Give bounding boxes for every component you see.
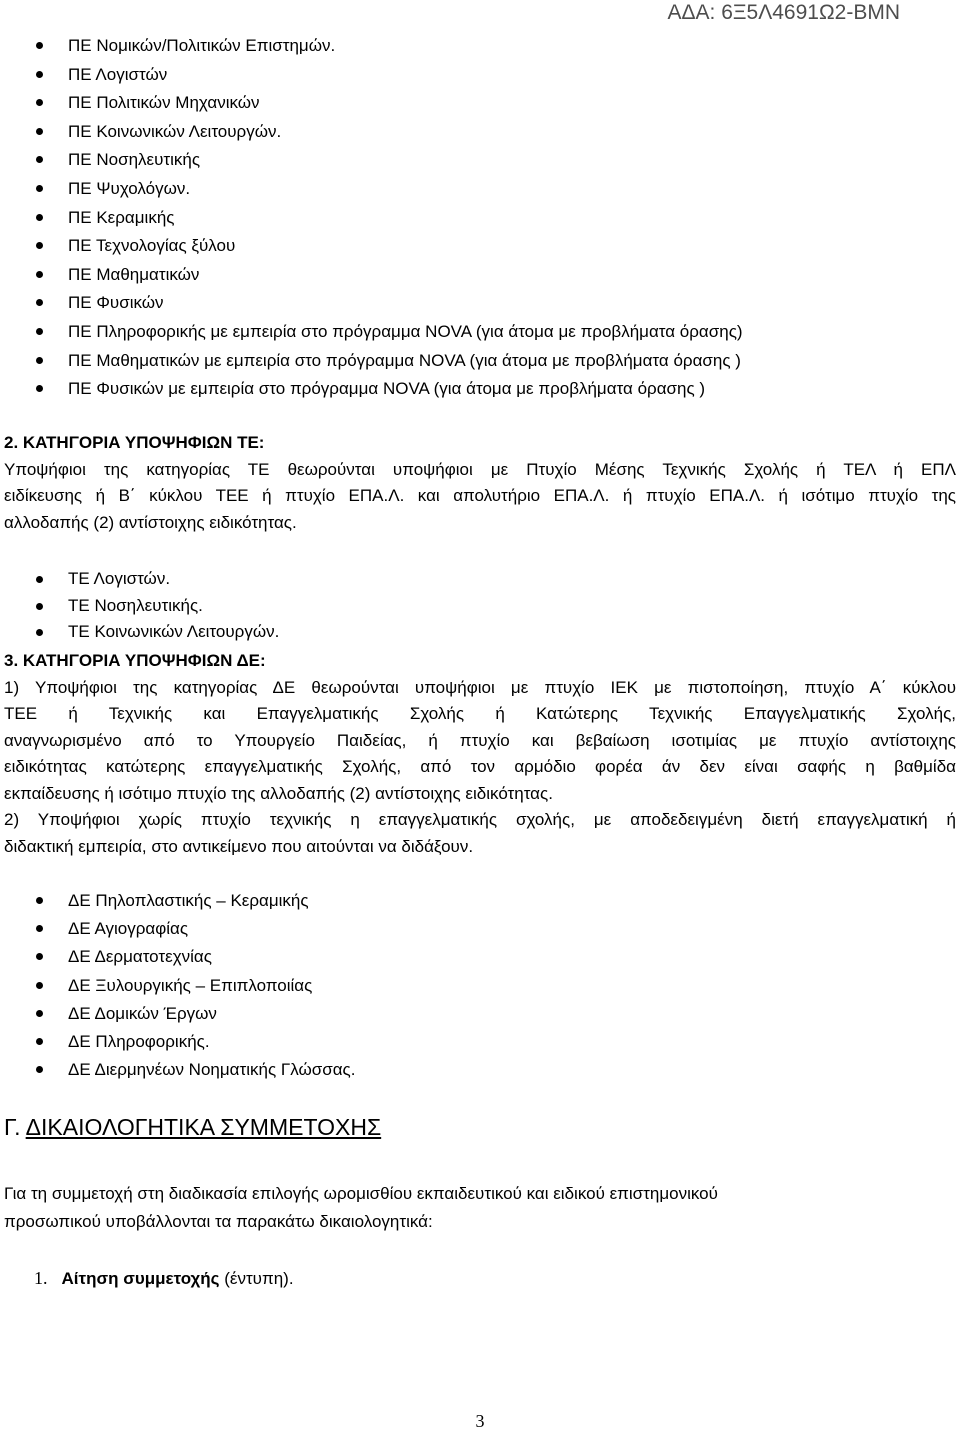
intro-paragraph: [4, 1180, 944, 1236]
list-item: ΔΕ Δομικών Έργων: [68, 1000, 355, 1028]
list-item: ΠΕ Κοινωνικών Λειτουργών.: [68, 118, 743, 147]
intro-line: προσωπικού υποβάλλονται τα παρακάτω δικαιολογητικά:: [4, 1212, 433, 1231]
list-item: ΤΕ Νοσηλευτικής.: [68, 593, 279, 620]
list-item: ΠΕ Πολιτικών Μηχανικών: [68, 89, 743, 118]
category-te-text: ειδίκευσης ή Β΄ κύκλου ΤΕΕ ή πτυχίο ΕΠΑ.Λ. και απολυτήριο ΕΠΑ.Λ. ή πτυχίο ΕΠΑ.Λ. ή ισότιμο πτυχίο της: [4, 486, 956, 505]
list-item: ΠΕ Ψυχολόγων.: [68, 175, 743, 204]
category-de-text: 1) Υποψήφιοι της κατηγορίας ΔΕ θεωρούνται υποψήφιοι με πτυχίο ΙΕΚ με πιστοποίηση, πτυχίο Α΄ κύκλου: [4, 677, 956, 697]
category-te-text: Υποψήφιοι της κατηγορίας ΤΕ θεωρούνται υποψήφιοι με Πτυχίο Μέσης Τεχνικής Σχολής ή ΤΕΛ ή ΕΠΛ: [4, 459, 956, 479]
list-item: ΠΕ Πληροφορικής με εμπειρία στο πρόγραμμα NOVA (για άτομα με προβλήματα όρασης): [68, 318, 743, 347]
category-te-text: αλλοδαπής (2) αντίστοιχης ειδικότητας.: [4, 512, 297, 532]
te-specialties-list: [68, 566, 279, 646]
section-letter: Γ.: [4, 1114, 21, 1140]
pe-specialties-list: [68, 32, 743, 404]
requirement-item: [34, 1266, 294, 1291]
section-title: ΔΙΚΑΙΟΛΟΓΗΤΙΚΑ ΣΥΜΜΕΤΟΧΗΣ: [25, 1114, 382, 1140]
list-item: ΤΕ Λογιστών.: [68, 566, 279, 593]
list-item: ΔΕ Πηλοπλαστικής – Κεραμικής: [68, 887, 355, 915]
requirement-title: Αίτηση συμμετοχής: [61, 1269, 220, 1288]
requirement-number: 1.: [34, 1268, 48, 1288]
category-de-text: ΤΕΕ ή Τεχνικής και Επαγγελματικής Σχολής ή Κατώτερης Τεχνικής Επαγγελματικής Σχολής,: [4, 704, 956, 723]
intro-line: Για τη συμμετοχή στη διαδικασία επιλογής ωρομισθίου εκπαιδευτικού και ειδικού επιστημονικού: [4, 1184, 718, 1203]
list-item: ΠΕ Νομικών/Πολιτικών Επιστημών.: [68, 32, 743, 61]
list-item: ΠΕ Λογιστών: [68, 61, 743, 90]
page-number: 3: [475, 1411, 485, 1431]
category-de-block: [4, 648, 956, 860]
list-item: ΠΕ Νοσηλευτικής: [68, 146, 743, 175]
list-item: ΔΕ Πληροφορικής.: [68, 1028, 355, 1056]
list-item: ΠΕ Φυσικών με εμπειρία στο πρόγραμμα NOVA (για άτομα με προβλήματα όρασης ): [68, 375, 743, 404]
category-de-text: 2) Υποψήφιοι χωρίς πτυχίο τεχνικής η επαγγελματικής σχολής, με αποδεδειγμένη διετή επαγγελματική ή: [4, 810, 956, 829]
list-item: ΤΕ Κοινωνικών Λειτουργών.: [68, 619, 279, 646]
category-de-text: αναγνωρισμένο από το Υπουργείο Παιδείας, ή πτυχίο και βεβαίωση ισοτιμίας με πτυχίο αντίστοιχης: [4, 730, 956, 750]
requirement-note: (έντυπη).: [219, 1269, 294, 1288]
category-de-text: εκπαίδευσης ή ισότιμο πτυχίο της αλλοδαπής (2) αντίστοιχης ειδικότητας.: [4, 783, 553, 803]
ada-code: ΑΔΑ: 6Ξ5Λ4691Ω2-ΒΜΝ: [667, 1, 900, 24]
list-item: ΠΕ Μαθηματικών: [68, 261, 743, 290]
list-item: ΠΕ Μαθηματικών με εμπειρία στο πρόγραμμα NOVA (για άτομα με προβλήματα όρασης ): [68, 347, 743, 376]
category-de-text: διδακτική εμπειρία, στο αντικείμενο που αιτούνται να διδάξουν.: [4, 836, 474, 856]
list-item: ΠΕ Κεραμικής: [68, 204, 743, 233]
list-item: ΔΕ Διερμηνέων Νοηματικής Γλώσσας.: [68, 1056, 355, 1084]
list-item: ΔΕ Αγιογραφίας: [68, 915, 355, 943]
category-de-heading: 3. ΚΑΤΗΓΟΡΙΑ ΥΠΟΨΗΦΙΩΝ ΔΕ:: [4, 651, 266, 670]
list-item: ΔΕ Δερματοτεχνίας: [68, 943, 355, 971]
list-item: ΔΕ Ξυλουργικής – Επιπλοποιίας: [68, 972, 355, 1000]
category-te-block: [4, 430, 956, 536]
list-item: ΠΕ Τεχνολογίας ξύλου: [68, 232, 743, 261]
section-heading: [4, 1112, 381, 1142]
list-item: ΠΕ Φυσικών: [68, 289, 743, 318]
category-de-text: ειδικότητας κατώτερης επαγγελματικής Σχολής, από τον αρμόδιο φορέα άν δεν είναι σαφής η βαθμίδα: [4, 757, 956, 776]
de-specialties-list: [68, 887, 355, 1084]
category-te-heading: 2. ΚΑΤΗΓΟΡΙΑ ΥΠΟΨΗΦΙΩΝ ΤΕ:: [4, 433, 265, 452]
